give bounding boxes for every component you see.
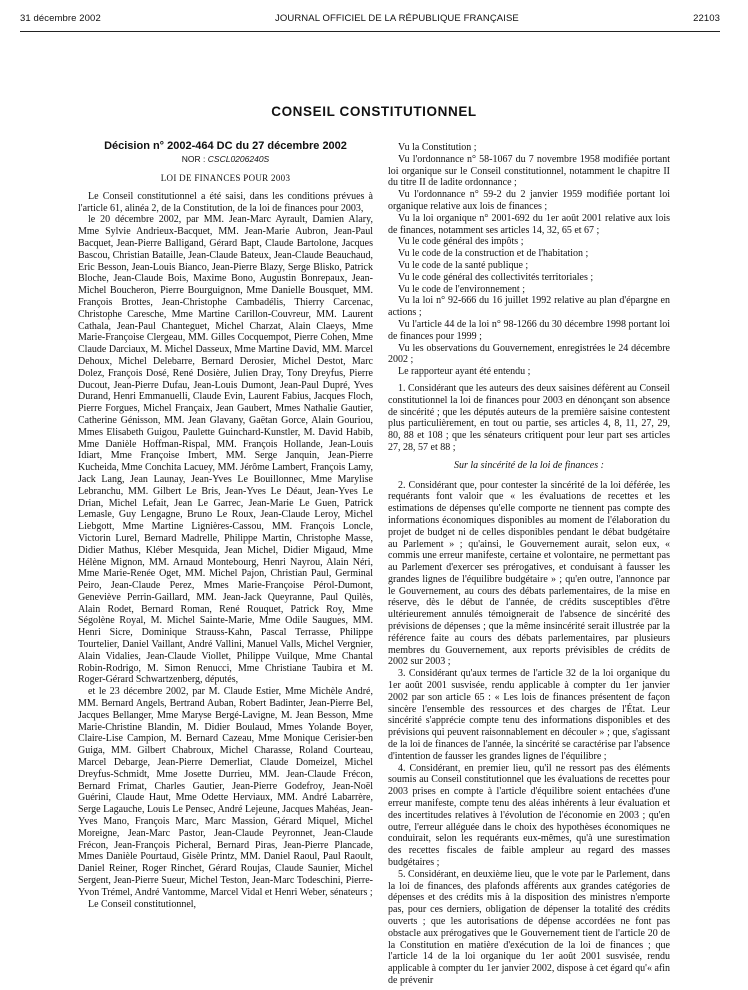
section-title: CONSEIL CONSTITUTIONNEL [271, 104, 477, 119]
consideration-paragraph: 3. Considérant qu'aux termes de l'article 32 de la loi organique du 1er août 2001 susvisée, rendu applicable à compter du 1er janvier 2002 par son article 65 : « Les lois de finances présentent de façon sincère l'ensemble des ressources et des charges de l'État. Leur sincérité s'apprécie compte tenu des informations disponibles et des prévisions qui peuvent raisonnablement en découler » ; que, s'agissant de la loi de finances de l'année, la sincérité se caractérise par l'absence d'intention de fausser les grandes lignes de l'équilibre ; [388, 668, 670, 762]
paragraph: le 20 décembre 2002, par MM. Jean-Marc Ayrault, Damien Alary, Mme Sylvie Andrieux-Bacquet, MM. Jean-Marie Aubron, Jean-Paul Bacquet, Jean-Pierre Balligand, Gérard Bapt, Claude Bartolone, Jacques Bascou, Christian Bataille, Jean-Claude Bateux, Jean-Claude Beauchaud, Eric Besson, Jean-Louis Bianco, Jean-Pierre Blazy, Serge Blisko, Patrick Bloche, Jean-Claude Bois, Maxime Bono, Augustin Bonrepaux, Jean-Michel Boucheron, Pierre Bourguignon, Mme Danielle Bousquet, MM. François Brottes, Jean-Christophe Cambadélis, Thierry Carcenac, Christophe Caresche, Mme Martine Carillon-Couvreur, MM. Laurent Cathala, Jean-Paul Chanteguet, Michel Charzat, Alain Claeys, Mme Marie-Françoise Clergeau, MM. Gilles Cocquempot, Pierre Cohen, Mme Claude Darciaux, M. Michel Dasseux, Mme Martine David, MM. Marcel Dehoux, Michel Delebarre, Bernard Derosier, Michel Destot, Marc Dolez, François Dosé, René Dosière, Julien Dray, Tony Dreyfus, Pierre Ducout, Jean-Pierre Dufau, Jean-Louis Dumont, Jean-Paul Dupré, Yves Durand, Henri Emmanuelli, Claude Evin, Laurent Fabius, Jacques Floch, Pierre Forgues, Michel Françaix, Jean Gaubert, Mmes Nathalie Gautier, Catherine Génisson, MM. Jean Glavany, Gaëtan Gorce, Alain Gouriou, Mmes Elisabeth Guigou, Paulette Guinchard-Kunstler, M. David Habib, Mme Danièle Hoffman-Rispal, MM. François Hollande, Jean-Louis Idiart, Mme Françoise Imbert, MM. Serge Janquin, Jean-Pierre Kucheida, Mme Conchita Lacuey, MM. Jérôme Lambert, François Lamy, Jack Lang, Jean Launay, Jean-Yves Le Bouillonnec, Mme Marylise Lebranchu, MM. Gilbert Le Bris, Jean-Yves Le Déaut, Jean-Yves Le Drian, Michel Lefait, Jean Le Garrec, Jean-Marie Le Guen, Patrick Lemasle, Guy Lengagne, Bruno Le Roux, Jean-Claude Leroy, Michel Liebgott, Mme Martine Lignières-Cassou, MM. François Loncle, Victorin Lurel, Bernard Madrelle, Philippe Martin, Christophe Masse, Didier Mathus, Kléber Mesquida, Jean Michel, Didier Migaud, Mme Hélène Mignon, MM. Arnaud Montebourg, Henri Nayrou, Alain Néri, Mme Marie-Renée Oget, MM. Michel Pajon, Christian Paul, Germinal Peiro, Jean-Claude Perez, Mmes Marie-Françoise Pérol-Dumont, Geneviève Perrin-Gaillard, MM. Jean-Jack Queyranne, Paul Quilès, Alain Rodet, Bernard Roman, René Rouquet, Patrick Roy, Mme Ségolène Royal, M. Michel Sainte-Marie, Mme Odile Saugues, MM. Henri Sicre, Dominique Strauss-Kahn, Pascal Terrasse, Philippe Tourtelier, Daniel Vaillant, André Vallini, Manuel Valls, Michel Vergnier, Alain Vidalies, Jean-Claude Viollet, Philippe Vuilque, Mme Chantal Robin-Rodrigo, M. Simon Renucci, Mme Christiane Taubira et M. Roger-Gérard Schwartzenberg, députés, [78, 214, 373, 686]
decision-title: Décision n° 2002-464 DC du 27 décembre 2002 [104, 140, 347, 152]
consideration-paragraph: 5. Considérant, en deuxième lieu, que le vote par le Parlement, dans la loi de finances, des plafonds afférents aux grandes catégories de dépenses et des crédits mis à la disposition des ministres n'emporte pas, pour ces derniers, obligation de dépenser la totalité des crédits ouverts ; que les autorisations de dépense accordées ne font pas obstacle aux prérogatives que le Gouvernement tient de l'article 20 de la Constitution en matière d'exécution de la loi de finances ; que l'article 14 de la loi organique du 1er août 2001 susvisée, rendu applicable à compter du 1er janvier 2002, dispose à cet égard qu'« afin de prévenir [388, 868, 670, 986]
visa-line: Vu la loi n° 92-666 du 16 juillet 1992 relative au plan d'épargne en actions ; [388, 295, 670, 319]
visa-line: Vu le code de la construction et de l'habitation ; [398, 248, 589, 260]
header-page-number: 22103 [693, 12, 720, 24]
subheading: Sur la sincérité de la loi de finances : [454, 459, 604, 471]
header-rule [20, 31, 720, 32]
right-column [388, 142, 670, 988]
nor-line [78, 153, 373, 165]
visa-line: Vu l'ordonnance n° 59-2 du 2 janvier 1959 modifiée portant loi organique relative aux lois de finances ; [388, 189, 670, 212]
nor-code: CSCL0206240S [207, 154, 270, 164]
visa-line: Le rapporteur ayant été entendu ; [398, 366, 531, 378]
visa-line: Vu le code général des collectivités territoriales ; [398, 271, 594, 283]
paragraph: et le 23 décembre 2002, par M. Claude Estier, Mme Michèle André, MM. Bernard Angels, Bertrand Auban, Robert Badinter, Jean-Pierre Bel, Jacques Bellanger, Mme Maryse Bergé-Lavigne, M. Jean Besson, Mme Marie-Christine Blandin, M. Didier Boulaud, Mmes Yolande Boyer, Claire-Lise Campion, M. Bernard Cazeau, Mme Monique Cerisier-ben Guiga, MM. Gilbert Chabroux, Michel Charasse, Roland Courteau, Marcel Debarge, Jean-Pierre Demerliat, Claude Domeizel, Michel Dreyfus-Schmidt, Mme Josette Durrieu, MM. Jean-Claude Frécon, Bernard Frimat, Charles Gautier, Jean-Pierre Godefroy, Jean-Noël Guérini, Claude Haut, Mme Odette Herviaux, MM. André Labarrère, Serge Lagauche, Louis Le Pensec, André Lejeune, Jacques Mahéas, Jean-Yves Mano, François Marc, Marc Massion, Gérard Miquel, Michel Moreigne, Jean-Marc Pastor, Jean-Claude Peyronnet, Jean-Claude Frécon, Jean-François Picheral, Bernard Piras, Jean-Pierre Plancade, Mmes Danièle Pourtaud, Gisèle Printz, MM. Daniel Raoul, Paul Raoult, Daniel Reiner, Roger Rinchet, Gérard Roujas, Claude Saunier, Michel Sergent, Jean-Pierre Sueur, Michel Teston, Jean-Marc Todeschini, Pierre-Yvon Trémel, André Vantomme, Marcel Vidal et Henri Weber, sénateurs ; [78, 686, 373, 898]
paragraph: Le Conseil constitutionnel, [88, 898, 197, 910]
consideration-paragraph: 1. Considérant que les auteurs des deux saisines défèrent au Conseil constitutionnel la loi de finances pour 2003 en dénonçant son absence de sincérité ; que les députés auteurs de la première saisine contestent plus particulièrement, en tout ou partie, ses articles 4, 8, 11, 27, 29, 80, 88 et 108 ; que les sénateurs critiquent pour leur part ses articles 27, 28, 57 et 88 ; [388, 382, 670, 453]
visa-line: Vu le code général des impôts ; [398, 236, 524, 248]
nor-label: NOR : [181, 154, 206, 164]
left-column [78, 140, 373, 988]
consideration-paragraph: 2. Considérant que, pour contester la sincérité de la loi déférée, les requérants font valoir que « les évaluations de recettes et les estimations de dépenses qu'elle comporte ne tiennent pas compte des informations économiques disponibles au moment de l'élaboration du projet de budget ni de celles disponibles pendant le débat budgétaire au Parlement » ; qu'ainsi, le Gouvernement aurait, selon eux, « commis une erreur manifeste, certaine et volontaire, ne permettant pas au Parlement d'exercer ses prérogatives, et conduisant à fausser les grandes lignes de l'équilibre budgétaire » ; qu'en outre, l'annonce par le Gouvernement, au cours des débats parlementaires, de la mise en réserve, dès le début de l'année, de crédits susceptibles d'être ultérieurement annulés témoignerait de l'absence de sincérité des prévisions de dépenses ; que la même insincérité serait illustrée par la référence faite au cours des débats parlementaires, par plusieurs membres du Gouvernement, aux reports prévisibles de crédits de 2002 sur 2003 ; [388, 479, 670, 668]
visa-line: Vu l'ordonnance n° 58-1067 du 7 novembre 1958 modifiée portant loi organique sur le Conseil constitutionnel, notamment le chapitre II du titre II de ladite ordonnance ; [388, 153, 670, 189]
loi-title: LOI DE FINANCES POUR 2003 [160, 173, 291, 183]
paragraph: Le Conseil constitutionnel a été saisi, dans les conditions prévues à l'article 61, alinéa 2, de la Constitution, de la loi de finances pour 2003, [78, 190, 373, 214]
visa-line: Vu la Constitution ; [398, 142, 477, 153]
visa-line: Vu la loi organique n° 2001-692 du 1er août 2001 relative aux lois de finances, notamment ses articles 14, 32, 65 et 67 ; [388, 212, 670, 236]
running-header [20, 6, 720, 30]
visa-line: Vu le code de la santé publique ; [398, 259, 529, 271]
visa-line: Vu l'article 44 de la loi n° 98-1266 du 30 décembre 1998 portant loi de finances pour 1999 ; [388, 318, 670, 342]
visa-line: Vu le code de l'environnement ; [398, 283, 525, 295]
visa-line: Vu les observations du Gouvernement, enregistrées le 24 décembre 2002 ; [388, 342, 670, 366]
header-journal-title: JOURNAL OFFICIEL DE LA RÉPUBLIQUE FRANÇAISE [275, 12, 519, 24]
consideration-paragraph: 4. Considérant, en premier lieu, qu'il ne ressort pas des éléments soumis au Conseil constitutionnel que les évaluations de recettes pour 2003 prises en compte à l'article d'équilibre soient entachées d'une erreur manifeste, compte tenu des aléas inhérents à leur évaluation et des incertitudes relatives à l'évolution de l'économie en 2003 ; qu'en outre, l'erreur alléguée dans le choix des hypothèses économiques ne conduirait, selon les requérants eux-mêmes, qu'à une surestimation des recettes fiscales de faible ampleur au regard des masses budgétaires ; [388, 762, 670, 869]
header-date: 31 décembre 2002 [20, 12, 101, 24]
